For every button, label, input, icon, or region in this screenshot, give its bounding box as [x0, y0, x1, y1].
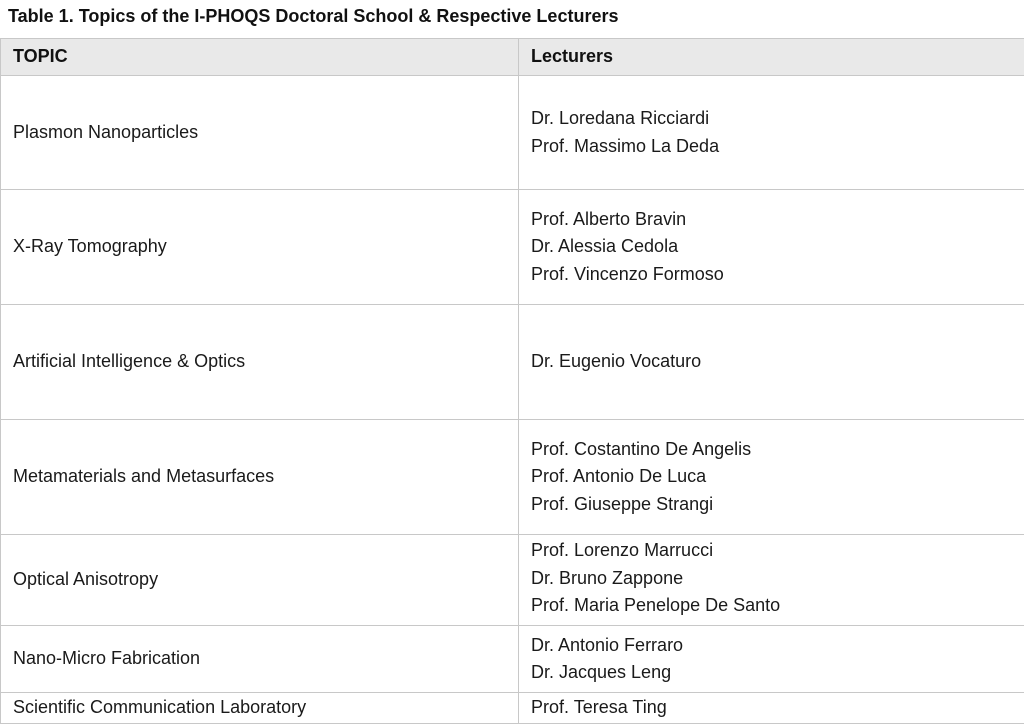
header-topic: TOPIC — [1, 39, 519, 76]
table-row — [1, 693, 1024, 724]
lecturer-name: Prof. Maria Penelope De Santo — [531, 592, 1024, 620]
topic-cell: X-Ray Tomography — [1, 190, 519, 305]
topic-cell: Scientific Communication Laboratory — [1, 693, 519, 724]
lecturer-name: Prof. Giuseppe Strangi — [531, 491, 1024, 519]
topics-table — [0, 38, 1024, 724]
table-row — [1, 626, 1024, 693]
table-row — [1, 190, 1024, 305]
lecturers-cell — [519, 420, 1024, 535]
lecturers-cell — [519, 693, 1024, 724]
table-row — [1, 535, 1024, 626]
table-caption: Table 1. Topics of the I-PHOQS Doctoral School & Respective Lecturers — [8, 6, 618, 27]
lecturer-name: Prof. Alberto Bravin — [531, 206, 1024, 234]
lecturer-name: Prof. Vincenzo Formoso — [531, 261, 1024, 289]
topic-cell: Artificial Intelligence & Optics — [1, 305, 519, 420]
lecturer-name: Prof. Antonio De Luca — [531, 463, 1024, 491]
topic-cell: Optical Anisotropy — [1, 535, 519, 626]
lecturer-name: Prof. Costantino De Angelis — [531, 436, 1024, 464]
lecturer-name: Dr. Antonio Ferraro — [531, 632, 1024, 660]
table-row — [1, 420, 1024, 535]
lecturer-name: Dr. Alessia Cedola — [531, 233, 1024, 261]
lecturers-cell — [519, 305, 1024, 420]
header-lecturers: Lecturers — [519, 39, 1024, 76]
lecturer-name: Prof. Massimo La Deda — [531, 133, 1024, 161]
lecturers-cell — [519, 535, 1024, 626]
topic-cell: Nano-Micro Fabrication — [1, 626, 519, 693]
lecturers-cell — [519, 76, 1024, 190]
lecturers-cell — [519, 190, 1024, 305]
table-header-row — [1, 39, 1024, 76]
table-row — [1, 76, 1024, 190]
lecturer-name: Dr. Jacques Leng — [531, 659, 1024, 687]
lecturer-name: Prof. Teresa Ting — [531, 694, 1024, 722]
lecturer-name: Prof. Lorenzo Marrucci — [531, 537, 1024, 565]
topic-cell: Metamaterials and Metasurfaces — [1, 420, 519, 535]
lecturer-name: Dr. Loredana Ricciardi — [531, 105, 1024, 133]
lecturer-name: Dr. Bruno Zappone — [531, 565, 1024, 593]
lecturer-name: Dr. Eugenio Vocaturo — [531, 348, 1024, 376]
topic-cell: Plasmon Nanoparticles — [1, 76, 519, 190]
lecturers-cell — [519, 626, 1024, 693]
table-row — [1, 305, 1024, 420]
